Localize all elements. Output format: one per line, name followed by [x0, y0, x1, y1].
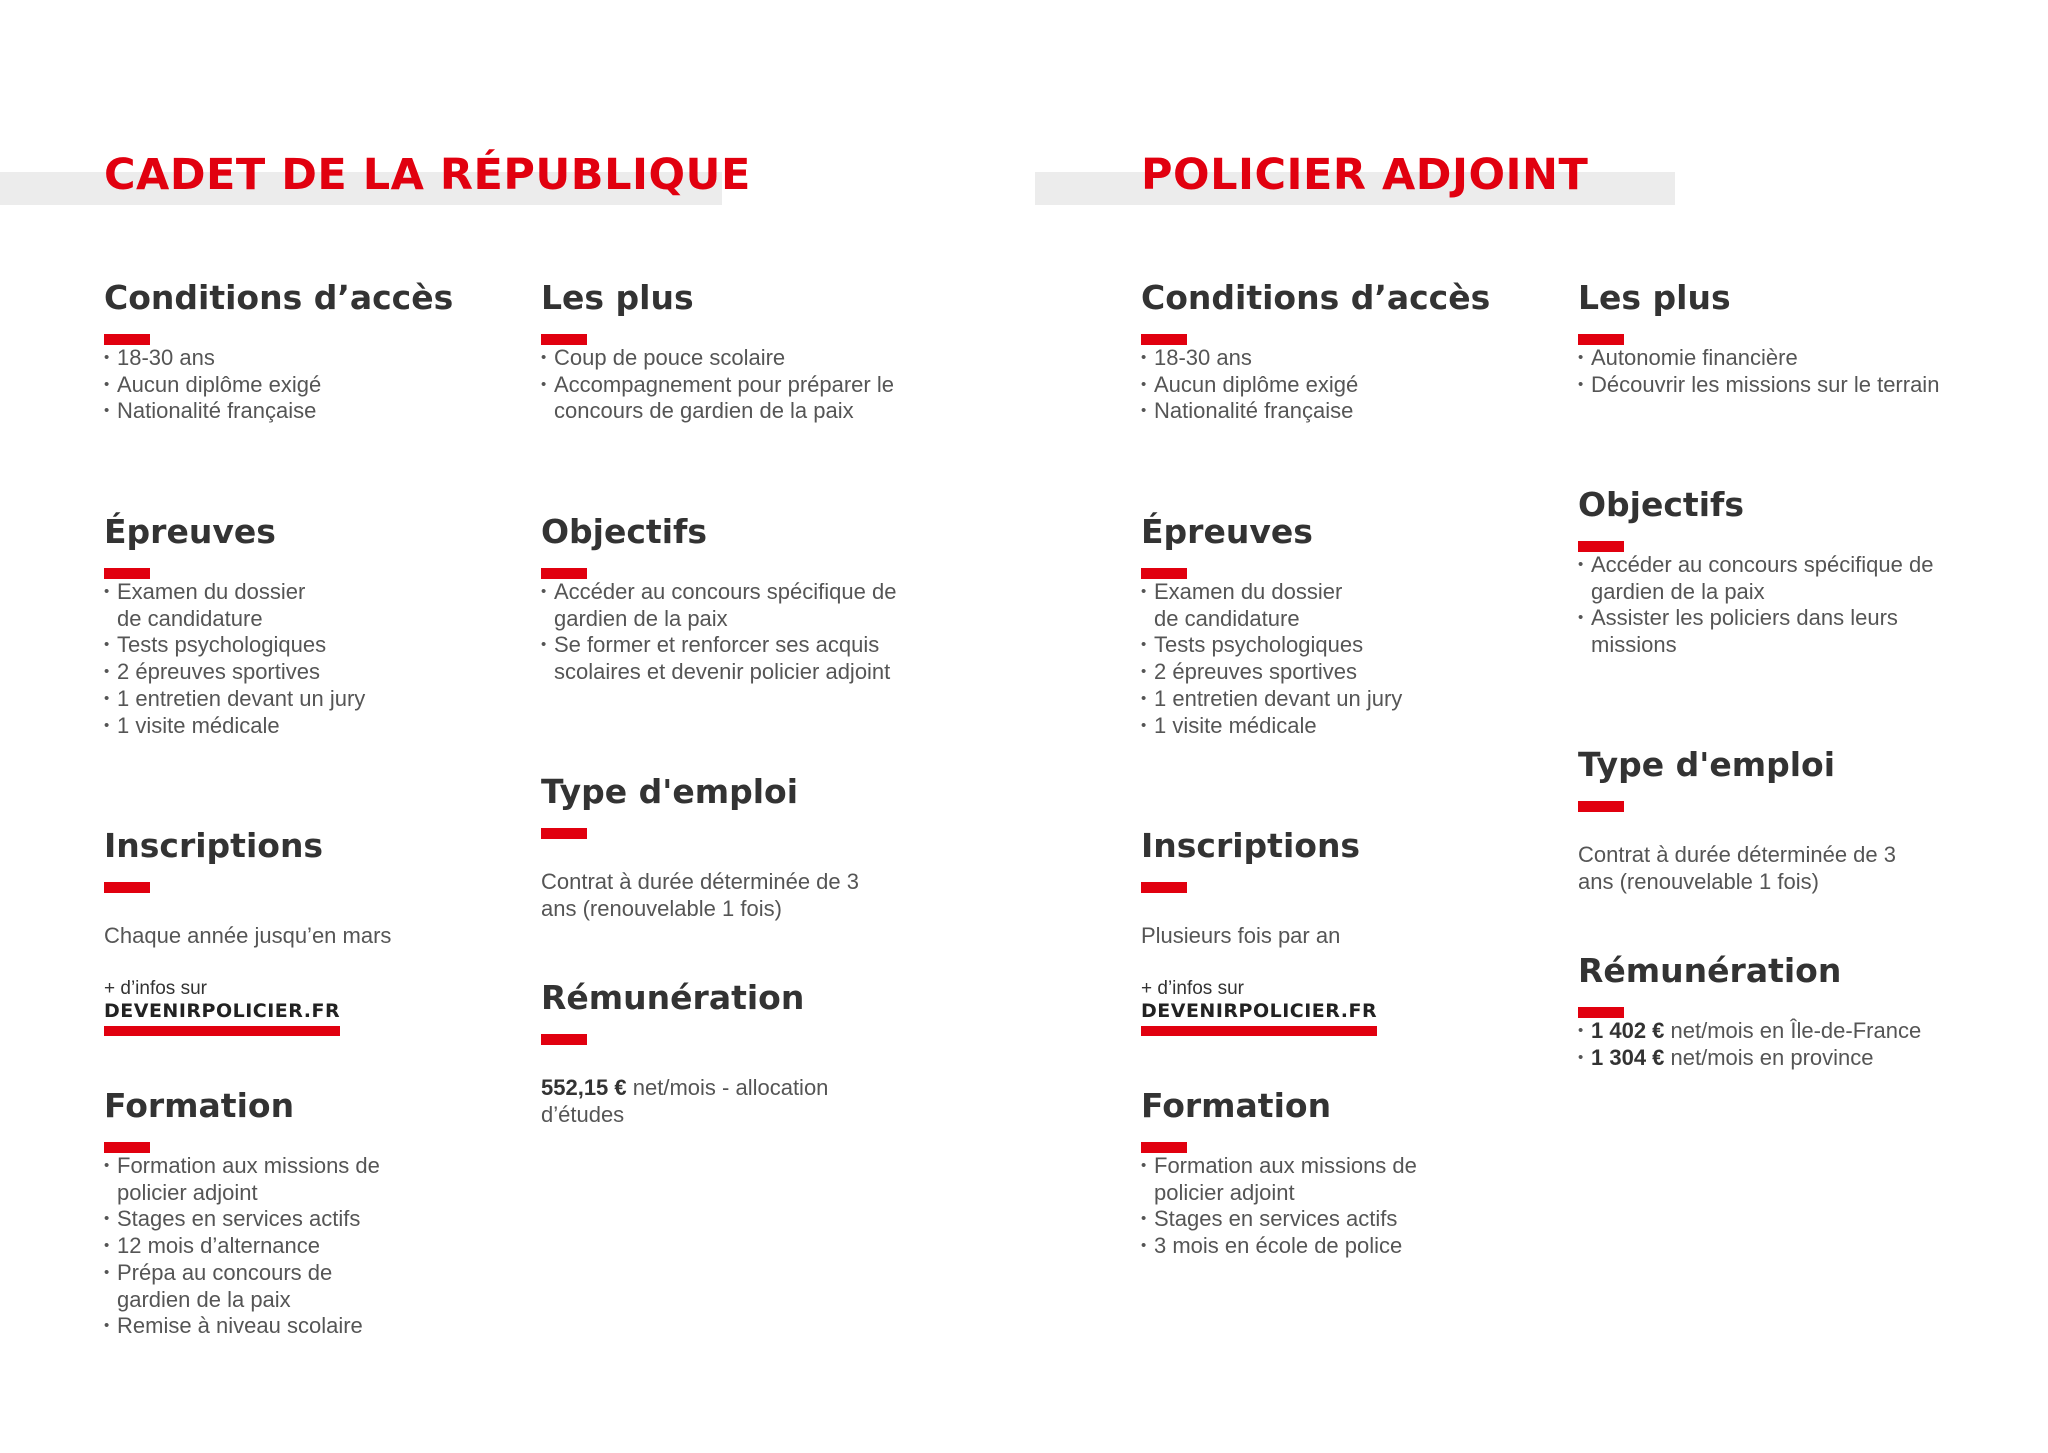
accent-bar [104, 334, 150, 345]
section-heading: Les plus [541, 278, 694, 317]
pay-amount: 552,15 € [541, 1075, 627, 1100]
epreuves-list [1141, 579, 1471, 739]
cadet-inscriptions-section [104, 826, 391, 1036]
list-item: • Remise à niveau scolaire [104, 1313, 434, 1340]
list-item [1578, 1018, 1998, 1045]
objectifs-list [1578, 552, 1998, 659]
pa-plus-section [1578, 278, 1998, 398]
plus-list [541, 345, 941, 425]
list-item: • Formation aux missions de policier adjoint [1141, 1153, 1419, 1206]
remuneration-list [1578, 1018, 1998, 1071]
section-heading: Objectifs [1578, 485, 1745, 524]
list-item: • Examen du dossier de candidature [104, 579, 332, 632]
epreuves-list [104, 579, 434, 739]
cadet-objectifs-section [541, 512, 961, 686]
list-item: • Accéder au concours spécifique de gardien de la paix [541, 579, 929, 632]
list-item: • 1 entretien devant un jury [104, 686, 434, 713]
accent-bar [104, 882, 150, 893]
accent-bar [541, 334, 587, 345]
cadet-formation-section [104, 1086, 434, 1340]
accent-bar [104, 568, 150, 579]
emploi-text: Contrat à durée déterminée de 3 ans (renouvelable 1 fois) [541, 869, 859, 921]
cadet-conditions-section [104, 278, 464, 425]
accent-bar [1141, 1142, 1187, 1153]
pay-amount: 1 402 € [1591, 1018, 1665, 1043]
more-info-prefix: + d’infos sur [104, 977, 207, 999]
list-item: • 1 entretien devant un jury [1141, 686, 1471, 713]
formation-list [104, 1153, 434, 1340]
accent-bar [1578, 541, 1624, 552]
list-item: • 18-30 ans [1141, 345, 1501, 372]
formation-list [1141, 1153, 1471, 1260]
objectifs-list [541, 579, 961, 686]
accent-bar [1141, 568, 1187, 579]
accent-bar [1578, 334, 1624, 345]
list-item: • Accéder au concours spécifique de gardien de la paix [1578, 552, 1966, 605]
pa-inscriptions-section [1141, 826, 1377, 1036]
pa-emploi-section [1578, 745, 1908, 917]
list-item: • Nationalité française [104, 398, 464, 425]
pa-remuneration-section [1578, 951, 1998, 1071]
pa-formation-section [1141, 1086, 1471, 1260]
pay-description: net/mois en province [1670, 1044, 1874, 1070]
section-heading: Les plus [1578, 278, 1731, 317]
section-heading: Type d'emploi [1578, 745, 1836, 784]
section-heading: Formation [104, 1086, 295, 1125]
list-item: • Tests psychologiques [1141, 632, 1471, 659]
list-item: • 1 visite médicale [104, 713, 434, 740]
section-heading: Conditions d’accès [1141, 278, 1491, 317]
section-heading: Type d'emploi [541, 772, 799, 811]
pay-description: net/mois en Île-de-France [1670, 1018, 1922, 1043]
list-item: • 2 épreuves sportives [104, 659, 434, 686]
section-heading: Formation [1141, 1086, 1332, 1125]
list-item: • Découvrir les missions sur le terrain [1578, 372, 1998, 399]
accent-bar [104, 1142, 150, 1153]
list-item: • 18-30 ans [104, 345, 464, 372]
section-heading: Épreuves [1141, 512, 1313, 551]
list-item: • Stages en services actifs [104, 1206, 434, 1233]
accent-bar [1578, 1007, 1624, 1018]
list-item: • Se former et renforcer ses acquis scolaires et devenir policier adjoint [541, 632, 954, 685]
remuneration-text [541, 1075, 886, 1128]
accent-bar [541, 828, 587, 839]
pay-amount: 1 304 € [1591, 1044, 1665, 1070]
inscriptions-text: Plusieurs fois par an [1141, 923, 1341, 948]
emploi-text: Contrat à durée déterminée de 3 ans (renouvelable 1 fois) [1578, 842, 1896, 894]
section-heading: Objectifs [541, 512, 708, 551]
cadet-epreuves-section [104, 512, 434, 739]
more-info-block [104, 978, 391, 1036]
cadet-plus-section [541, 278, 941, 425]
cadet-emploi-section [541, 772, 871, 944]
accent-bar [1141, 882, 1187, 893]
list-item: • 3 mois en école de police [1141, 1233, 1471, 1260]
pa-epreuves-section [1141, 512, 1471, 739]
list-item: • Coup de pouce scolaire [541, 345, 941, 372]
page-title-policier-adjoint: POLICIER ADJOINT [1141, 150, 1589, 200]
list-item: • 12 mois d’alternance [104, 1233, 434, 1260]
cadet-remuneration-section [541, 978, 886, 1150]
pay-description: net/mois - allocation d’études [541, 1075, 829, 1127]
conditions-list [1141, 345, 1501, 425]
conditions-list [104, 345, 464, 425]
more-info-block [1141, 978, 1377, 1036]
list-item: • Nationalité française [1141, 398, 1501, 425]
section-heading: Rémunération [1578, 951, 1842, 990]
list-item: • 2 épreuves sportives [1141, 659, 1471, 686]
section-heading: Inscriptions [1141, 826, 1361, 865]
pa-objectifs-section [1578, 485, 1998, 659]
list-item: • Aucun diplôme exigé [1141, 372, 1501, 399]
pa-conditions-section [1141, 278, 1501, 425]
accent-bar [1141, 334, 1187, 345]
list-item: • Formation aux missions de policier adjoint [104, 1153, 382, 1206]
list-item: • 1 visite médicale [1141, 713, 1471, 740]
page-title-cadet: CADET DE LA RÉPUBLIQUE [104, 150, 751, 200]
list-item: • Examen du dossier de candidature [1141, 579, 1369, 632]
list-item: • Tests psychologiques [104, 632, 434, 659]
section-heading: Conditions d’accès [104, 278, 454, 317]
devenirpolicier-link[interactable]: DEVENIRPOLICIER.FR [104, 1000, 340, 1036]
list-item: • Aucun diplôme exigé [104, 372, 464, 399]
list-item: • Prépa au concours de gardien de la paix [104, 1260, 367, 1313]
section-heading: Rémunération [541, 978, 805, 1017]
accent-bar [541, 568, 587, 579]
accent-bar [1578, 801, 1624, 812]
section-heading: Épreuves [104, 512, 276, 551]
more-info-prefix: + d’infos sur [1141, 977, 1244, 999]
section-heading: Inscriptions [104, 826, 324, 865]
accent-bar [541, 1034, 587, 1045]
list-item: • Stages en services actifs [1141, 1206, 1471, 1233]
list-item: • Assister les policiers dans leurs missions [1578, 605, 1946, 658]
devenirpolicier-link[interactable]: DEVENIRPOLICIER.FR [1141, 1000, 1377, 1036]
list-item: • Accompagnement pour préparer le concours de gardien de la paix [541, 372, 934, 425]
list-item [1578, 1045, 1998, 1072]
inscriptions-text: Chaque année jusqu’en mars [104, 923, 392, 948]
list-item: • Autonomie financière [1578, 345, 1998, 372]
plus-list [1578, 345, 1998, 398]
